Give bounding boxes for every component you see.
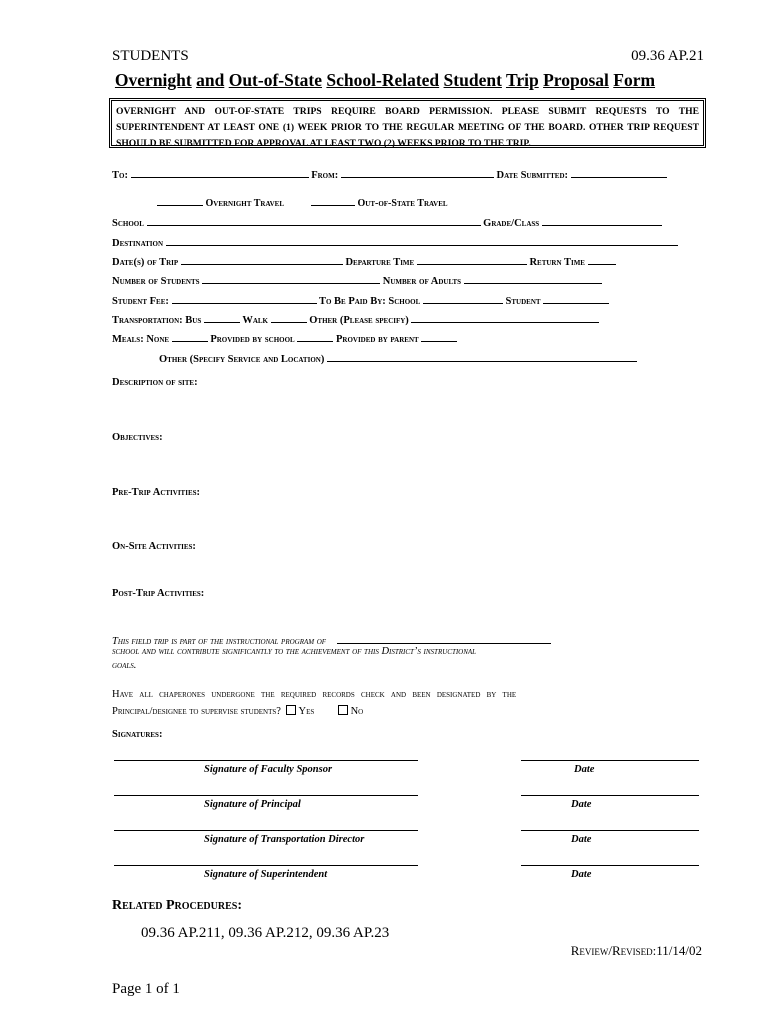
title-word: Trip	[505, 70, 539, 90]
destination-row	[112, 234, 678, 249]
meals-none-label: Meals: None	[112, 334, 170, 345]
from-input[interactable]	[341, 166, 494, 178]
student-fee-label: Student Fee:	[112, 296, 169, 307]
other-service-row	[159, 350, 637, 365]
paid-by-school-input[interactable]	[423, 292, 503, 304]
description-label: Description of site:	[112, 377, 198, 388]
provided-by-parent-label: Provided by parent	[335, 334, 419, 345]
title-word: and	[196, 70, 225, 90]
chaperones-question: Principal/designee to supervise students?	[112, 706, 281, 717]
numbers-row	[112, 272, 602, 287]
chaperones-line-1: Have all chaperones undergone the required records check and been designated by the	[112, 689, 517, 700]
provided-by-parent-input[interactable]	[421, 330, 457, 342]
school-input[interactable]	[147, 214, 481, 226]
objectives-label: Objectives:	[112, 432, 163, 443]
number-of-students-label: Number of Students	[112, 276, 200, 287]
page-number: Page 1 of 1	[112, 981, 180, 997]
departure-time-label: Departure Time	[345, 257, 415, 268]
out-of-state-travel-input[interactable]	[311, 194, 355, 206]
title-word: Student	[443, 70, 502, 90]
header-code: 09.36 AP.21	[631, 48, 704, 64]
statement-text: This field trip is part of the instructional program of	[112, 636, 327, 647]
pre-trip-label: Pre-Trip Activities:	[112, 487, 201, 498]
walk-label: Walk	[242, 315, 268, 326]
overnight-travel-label: Overnight Travel	[205, 198, 284, 209]
title-word: Form	[613, 70, 656, 90]
notice-box	[109, 98, 706, 148]
yes-checkbox[interactable]	[286, 705, 296, 715]
grade-class-input[interactable]	[542, 214, 662, 226]
walk-input[interactable]	[271, 311, 307, 323]
number-of-adults-input[interactable]	[464, 272, 602, 284]
return-time-label: Return Time	[529, 257, 585, 268]
dates-of-trip-input[interactable]	[181, 253, 343, 265]
transportation-director-label: Signature of Transportation Director	[204, 834, 365, 845]
faculty-sponsor-date-label: Date	[574, 764, 595, 775]
transportation-bus-label: Transportation: Bus	[112, 315, 202, 326]
to-label: To:	[112, 170, 128, 181]
superintendent-date-label: Date	[571, 869, 592, 880]
overnight-travel-input[interactable]	[157, 194, 203, 206]
out-of-state-travel-label: Out-of-State Travel	[357, 198, 448, 209]
to-be-paid-by-label: To Be Paid By: School	[318, 296, 421, 307]
dates-of-trip-label: Date(s) of Trip	[112, 257, 179, 268]
faculty-sponsor-signature-line[interactable]	[114, 760, 418, 761]
principal-date-label: Date	[571, 799, 592, 810]
dates-row	[112, 253, 616, 268]
other-service-input[interactable]	[327, 350, 637, 362]
yes-label: Yes	[298, 706, 315, 717]
destination-input[interactable]	[166, 234, 678, 246]
paid-by-student-input[interactable]	[543, 292, 609, 304]
statement-line-2: school and will contribute significantly to the achievement of this District’s instructional	[112, 646, 477, 657]
faculty-sponsor-label: Signature of Faculty Sponsor	[204, 764, 333, 775]
date-submitted-label: Date Submitted:	[496, 170, 569, 181]
to-input[interactable]	[131, 166, 309, 178]
principal-label: Signature of Principal	[204, 799, 301, 810]
meals-none-input[interactable]	[172, 330, 208, 342]
chaperones-line-2	[112, 705, 363, 717]
review-revised-date: Review/Revised:11/14/02	[570, 943, 702, 958]
superintendent-label: Signature of Superintendent	[204, 869, 328, 880]
title-word: Out-of-State	[228, 70, 323, 90]
faculty-sponsor-date-line[interactable]	[521, 760, 699, 761]
title-word: Overnight	[114, 70, 192, 90]
principal-date-line[interactable]	[521, 795, 699, 796]
provided-by-school-input[interactable]	[297, 330, 333, 342]
superintendent-date-line[interactable]	[521, 865, 699, 866]
instructional-program-input[interactable]	[337, 632, 551, 644]
related-procedures-heading: Related Procedures:	[112, 898, 242, 913]
school-row	[112, 214, 662, 229]
other-service-label: Other (Specify Service and Location)	[159, 354, 325, 365]
on-site-label: On-Site Activities:	[112, 541, 196, 552]
title-word: Proposal	[543, 70, 609, 90]
meals-row	[112, 330, 457, 345]
destination-label: Destination	[112, 238, 164, 249]
date-submitted-input[interactable]	[571, 166, 667, 178]
transportation-row	[112, 311, 599, 326]
notice-text: OVERNIGHT AND OUT-OF-STATE TRIPS REQUIRE BOARD PERMISSION. PLEASE SUBMIT REQUESTS TO THE SUPERINTENDENT AT LEAST ONE (1) WEEK PRIOR TO THE REGULAR MEETING OF THE BOARD. OTHER TRIP REQUEST SHOULD BE SUBMITTED FOR APPROVAL AT LEAST TWO (2) WEEKS PRIOR TO THE TRIP.	[116, 106, 699, 149]
principal-signature-line[interactable]	[114, 795, 418, 796]
student-fee-input[interactable]	[172, 292, 317, 304]
superintendent-signature-line[interactable]	[114, 865, 418, 866]
travel-type-row	[157, 194, 448, 209]
number-of-students-input[interactable]	[202, 272, 380, 284]
transportation-director-signature-line[interactable]	[114, 830, 418, 831]
statement-line-1	[112, 632, 551, 647]
no-label: No	[350, 706, 364, 717]
form-title	[0, 70, 770, 91]
return-time-input[interactable]	[588, 253, 616, 265]
departure-time-input[interactable]	[417, 253, 527, 265]
bus-input[interactable]	[204, 311, 240, 323]
transportation-director-date-label: Date	[571, 834, 592, 845]
signatures-heading: Signatures:	[112, 729, 163, 740]
related-procedures-list: 09.36 AP.211, 09.36 AP.212, 09.36 AP.23	[141, 925, 390, 941]
post-trip-label: Post-Trip Activities:	[112, 588, 205, 599]
school-label: School	[112, 218, 144, 229]
grade-class-label: Grade/Class	[483, 218, 540, 229]
title-word: School-Related	[326, 70, 440, 90]
no-checkbox[interactable]	[338, 705, 348, 715]
header-section: STUDENTS	[112, 48, 189, 64]
statement-line-3: goals.	[112, 660, 137, 671]
other-transport-input[interactable]	[411, 311, 599, 323]
from-label: From:	[311, 170, 339, 181]
student-label: Student	[505, 296, 541, 307]
number-of-adults-label: Number of Adults	[382, 276, 462, 287]
other-specify-label: Other (Please specify)	[309, 315, 409, 326]
transportation-director-date-line[interactable]	[521, 830, 699, 831]
provided-by-school-label: Provided by school	[210, 334, 295, 345]
to-row	[112, 166, 667, 181]
fee-row	[112, 292, 609, 307]
